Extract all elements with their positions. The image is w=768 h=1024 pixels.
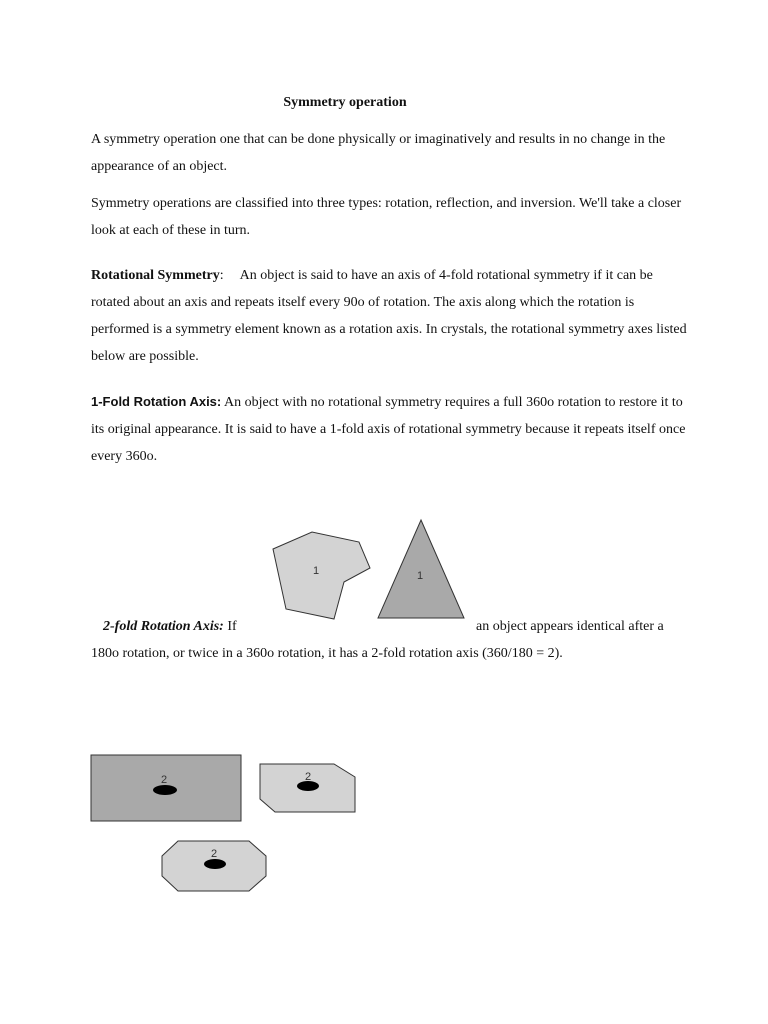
paragraph-definition: A symmetry operation one that can be done physically or imaginatively and results in no change in the appearance of an object.: [91, 132, 666, 174]
2-fold-text-line2: 180o rotation, or twice in a 360o rotation, it has a 2-fold rotation axis (360/180 = 2).: [91, 646, 563, 661]
2-fold-text: an object appears identical after a: [476, 619, 664, 634]
pentagon-label: 1: [313, 565, 320, 577]
2-fold-lead: [103, 613, 237, 640]
octagon-axis-marker: [204, 859, 226, 869]
rotational-symmetry-heading: Rotational Symmetry: [91, 268, 220, 283]
octagon-label: 2: [211, 848, 218, 860]
2-fold-if: If: [223, 619, 237, 634]
pentagon-shape: [273, 532, 370, 619]
triangle-label: 1: [417, 570, 424, 582]
cut-rectangle-label: 2: [305, 771, 312, 783]
one-fold-figures: [268, 515, 478, 625]
2-fold-heading: 2-fold Rotation Axis:: [103, 619, 224, 634]
triangle-shape: [378, 520, 464, 618]
rotational-symmetry-colon: :: [219, 268, 224, 283]
document-title: Symmetry operation: [283, 95, 407, 110]
rectangle-label: 2: [161, 774, 168, 786]
rotational-symmetry-text: An object is said to have an axis of 4-fold rotational symmetry if it can be rotated about an axis and repeats itself every 90o of rotation. The axis along which the rotation is performed is a symmetry element known as a rotation axis. In crystals, the rotational symmetry axes listed below are possible.: [91, 268, 687, 364]
rectangle-axis-marker: [153, 785, 177, 795]
two-fold-figures: [88, 752, 363, 897]
1-fold-heading: 1-Fold Rotation Axis:: [91, 394, 222, 409]
paragraph-types: Symmetry operations are classified into three types: rotation, reflection, and inversion. We'll take a closer look at each of these in turn.: [91, 196, 682, 238]
paragraph-1-fold: [91, 388, 691, 470]
paragraph-rotational-symmetry: [91, 262, 691, 370]
1-fold-text: An object with no rotational symmetry requires a full 360o rotation to restore it to its original appearance. It is said to have a 1-fold axis of rotational symmetry because it repeats itself once every 360o.: [91, 395, 686, 464]
